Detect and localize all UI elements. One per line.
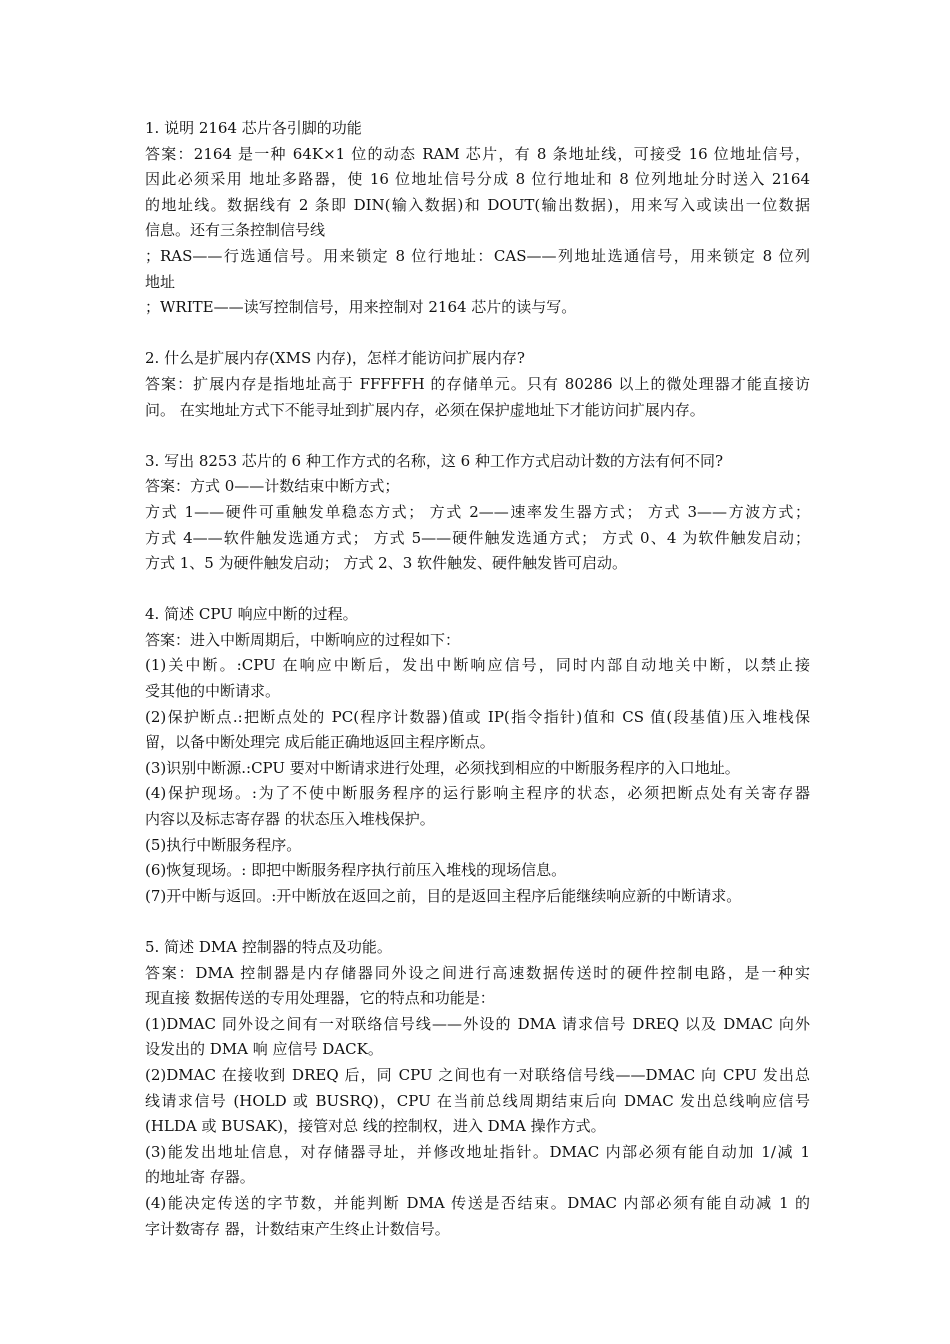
section-3	[145, 449, 810, 577]
answer-line: (HLDA 或 BUSAK)，接管对总 线的控制权，进入 DMA 操作方式。	[145, 1117, 606, 1136]
answer-line: (1)DMAC 同外设之间有一对联络信号线——外设的 DMA 请求信号 DREQ 以及 DMAC 向外	[145, 1014, 810, 1033]
answer-line: (3)识别中断源.:CPU 要对中断请求进行处理，必须找到相应的中断服务程序的入口地址。	[145, 758, 740, 777]
answer-line: 留，以备中断处理完 成后能正确地返回主程序断点。	[145, 733, 495, 752]
question-title: 2. 什么是扩展内存(XMS 内存)，怎样才能访问扩展内存?	[145, 349, 525, 368]
answer-line: 地址	[145, 272, 176, 291]
answer-line: 答案：扩展内存是指地址高于 FFFFFH 的存储单元。只有 80286 以上的微处理器才能直接访	[145, 374, 810, 393]
answer-line: 答案：DMA 控制器是内存储器同外设之间进行高速数据传送时的硬件控制电路，是一种实	[145, 963, 810, 982]
question-title: 4. 简述 CPU 响应中断的过程。	[145, 605, 358, 624]
answer-line: 答案：2164 是一种 64K×1 位的动态 RAM 芯片，有 8 条地址线，可接受 16 位地址信号，	[145, 144, 810, 163]
question-title: 3. 写出 8253 芯片的 6 种工作方式的名称，这 6 种工作方式启动计数的方法有何不同?	[145, 451, 723, 470]
answer-line: ；RAS——行选通信号。用来锁定 8 位行地址：CAS——列地址选通信号，用来锁定 8 位列	[145, 246, 810, 265]
answer-line: 因此必须采用 地址多路器，使 16 位地址信号分成 8 位行地址和 8 位列地址分时送入 2164	[145, 170, 810, 189]
answer-line: 字计数寄存 器，计数结束产生终止计数信号。	[145, 1219, 450, 1238]
answer-line: 的地址线。数据线有 2 条即 DIN(输入数据)和 DOUT(输出数据)，用来写入或读出一位数据	[145, 195, 810, 214]
question-title: 1. 说明 2164 芯片各引脚的功能	[145, 119, 362, 137]
answer-line: (2)保护断点.:把断点处的 PC(程序计数器)值或 IP(指令指针)值和 CS 值(段基值)压入堆栈保	[145, 707, 810, 726]
answer-line: (5)执行中断服务程序。	[145, 835, 302, 854]
spacer	[145, 423, 810, 449]
answer-line: 方式 1、5 为硬件触发启动； 方式 2、3 软件触发、硬件触发皆可启动。	[145, 554, 628, 573]
answer-line: (2)DMAC 在接收到 DREQ 后，同 CPU 之间也有一对联络信号线——DMAC 向 CPU 发出总	[145, 1065, 810, 1084]
answer-line: 方式 4——软件触发选通方式； 方式 5——硬件触发选通方式； 方式 0、4 为软件触发启动；	[145, 528, 810, 547]
section-4	[145, 602, 810, 909]
answer-line: (1)关中断。:CPU 在响应中断后，发出中断响应信号，同时内部自动地关中断，以禁止接	[145, 656, 810, 675]
answer-line: 设发出的 DMA 响 应信号 DACK。	[145, 1040, 383, 1059]
answer-line: (3)能发出地址信息，对存储器寻址，并修改地址指针。DMAC 内部必须有能自动加 1/减 1	[145, 1142, 810, 1161]
answer-line: (4)保护现场。:为了不使中断服务程序的运行影响主程序的状态，必须把断点处有关寄存器	[145, 784, 810, 803]
document-body	[145, 116, 810, 1242]
answer-line: (6)恢复现场。: 即把中断服务程序执行前压入堆栈的现场信息。	[145, 861, 567, 880]
section-5	[145, 935, 810, 1242]
question-title: 5. 简述 DMA 控制器的特点及功能。	[145, 938, 392, 956]
answer-line: 线请求信号 (HOLD 或 BUSRQ)，CPU 在当前总线周期结束后向 DMAC 发出总线响应信号	[145, 1091, 810, 1110]
answer-line: (7)开中断与返回。:开中断放在返回之前，目的是返回主程序后能继续响应新的中断请求。	[145, 886, 742, 905]
spacer	[145, 321, 810, 347]
answer-line: 的地址寄 存器。	[145, 1168, 255, 1187]
answer-line: 答案：方式 0——计数结束中断方式；	[145, 477, 400, 496]
section-1	[145, 116, 810, 321]
answer-line: 内容以及标志寄存器 的状态压入堆栈保护。	[145, 810, 435, 829]
answer-line: 方式 1——硬件可重触发单稳态方式； 方式 2——速率发生器方式； 方式 3——方波方式；	[145, 502, 810, 521]
spacer	[145, 577, 810, 603]
answer-line: 信息。还有三条控制信号线	[145, 221, 326, 240]
answer-line: 问。 在实地址方式下不能寻址到扩展内存，必须在保护虚地址下才能访问扩展内存。	[145, 400, 705, 419]
section-2	[145, 346, 810, 423]
spacer	[145, 909, 810, 935]
answer-line: 答案：进入中断周期后，中断响应的过程如下：	[145, 630, 461, 649]
answer-line: ；WRITE——读写控制信号，用来控制对 2164 芯片的读与写。	[145, 298, 577, 317]
answer-line: 受其他的中断请求。	[145, 682, 281, 701]
answer-line: (4)能决定传送的字节数，并能判断 DMA 传送是否结束。DMAC 内部必须有能自动减 1 的	[145, 1193, 810, 1212]
answer-line: 现直接 数据传送的专用处理器，它的特点和功能是：	[145, 989, 495, 1008]
